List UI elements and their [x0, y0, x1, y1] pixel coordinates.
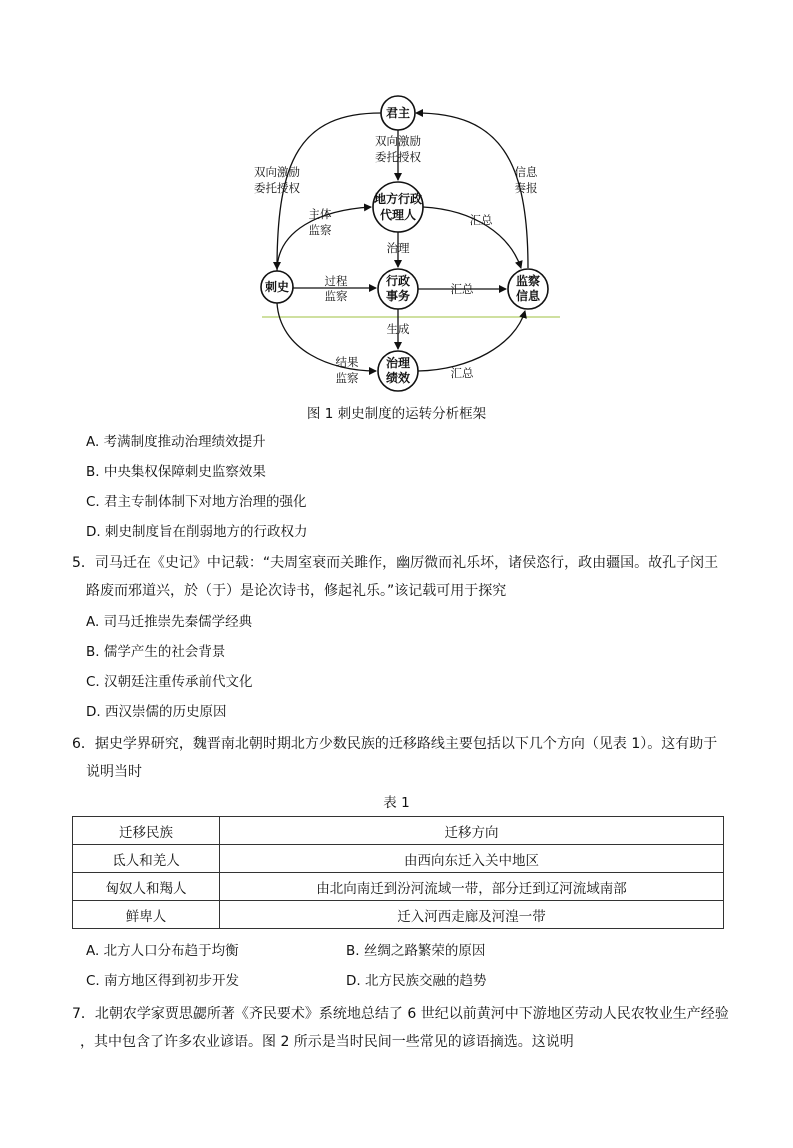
q4-option-a[interactable]: A. 考满制度推动治理绩效提升 — [86, 434, 266, 450]
q6-option-d[interactable]: D. 北方民族交融的趋势 — [346, 973, 487, 989]
q5-stem-line2: 路废而邪道兴，於（于）是论次诗书，修起礼乐。”该记载可用于探究 — [86, 583, 507, 599]
node-affairs — [378, 269, 418, 309]
node-local-agent — [373, 182, 423, 232]
svg-text:绩效: 绩效 — [385, 371, 411, 385]
table-cell: 由西向东迁入关中地区 — [220, 845, 724, 873]
table-row — [73, 901, 724, 929]
edge-performance-to-info — [418, 311, 525, 371]
q6-stem-line2: 说明当时 — [86, 764, 142, 780]
label-main-supervision: 主体 — [308, 207, 332, 221]
table-header-row — [73, 817, 724, 845]
q5-option-a[interactable]: A. 司马迁推崇先秦儒学经典 — [86, 614, 253, 630]
label-result-supervision: 结果 — [335, 355, 359, 369]
table-cell: 氐人和羌人 — [73, 845, 220, 873]
svg-text:信息: 信息 — [515, 289, 541, 303]
table-row — [73, 873, 724, 901]
svg-text:地方行政: 地方行政 — [373, 192, 423, 206]
q4-option-c[interactable]: C. 君主专制体制下对地方治理的强化 — [86, 494, 307, 510]
q6-option-a[interactable]: A. 北方人口分布趋于均衡 — [86, 943, 239, 959]
q5-stem-line1: 5．司马迁在《史记》中记载：“夫周室衰而关雎作，幽厉微而礼乐坏，诸侯恣行，政由疆国。故孔子闵王 — [72, 555, 719, 571]
table-row — [73, 845, 724, 873]
table-title: 表 1 — [383, 795, 410, 811]
q7-stem-line2: ，其中包含了许多农业谚语。图 2 所示是当时民间一些常见的谚语摘选。这说明 — [80, 1034, 574, 1050]
table-header: 迁移民族 — [73, 817, 220, 845]
edge-cishi-to-performance — [277, 303, 376, 371]
node-ruler — [381, 96, 415, 130]
q6-option-b[interactable]: B. 丝绸之路繁荣的原因 — [346, 943, 486, 959]
svg-text:监察: 监察 — [515, 274, 541, 288]
governance-diagram — [0, 0, 793, 400]
q5-option-b[interactable]: B. 儒学产生的社会背景 — [86, 644, 226, 660]
table-cell: 由北向南迁到汾河流域一带，部分迁到辽河流域南部 — [220, 873, 724, 901]
svg-text:刺史: 刺史 — [264, 280, 290, 294]
svg-text:代理人: 代理人 — [379, 208, 417, 222]
table-header: 迁移方向 — [220, 817, 724, 845]
q4-option-d[interactable]: D. 刺史制度旨在削弱地方的行政权力 — [86, 524, 308, 540]
label-process-supervision: 过程 — [324, 274, 348, 288]
label-summary-bottom: 汇总 — [450, 366, 474, 380]
svg-text:行政: 行政 — [385, 274, 411, 288]
node-cishi — [261, 271, 293, 303]
node-performance — [378, 351, 418, 391]
q5-option-d[interactable]: D. 西汉崇儒的历史原因 — [86, 704, 227, 720]
label-left-outer-2: 委托授权 — [254, 181, 300, 195]
edge-info-to-ruler — [416, 113, 528, 268]
svg-text:事务: 事务 — [385, 289, 411, 303]
table-cell: 迁入河西走廊及河湟一带 — [220, 901, 724, 929]
migration-table — [72, 816, 724, 929]
table-cell: 匈奴人和羯人 — [73, 873, 220, 901]
label-result-supervision-2: 监察 — [335, 371, 359, 385]
q7-stem-line1: 7．北朝农学家贾思勰所著《齐民要术》系统地总结了 6 世纪以前黄河中下游地区劳动人民农牧业生产经验 — [72, 1006, 729, 1022]
label-summary-top: 汇总 — [469, 213, 493, 227]
svg-text:君主: 君主 — [385, 106, 411, 120]
q5-option-c[interactable]: C. 汉朝廷注重传承前代文化 — [86, 674, 253, 690]
node-supervision-info — [508, 269, 548, 309]
q6-stem-line1: 6．据史学界研究，魏晋南北朝时期北方少数民族的迁移路线主要包括以下几个方向（见表 1）。这有助于 — [72, 736, 718, 752]
q6-option-c[interactable]: C. 南方地区得到初步开发 — [86, 973, 240, 989]
label-right-outer: 信息 — [514, 165, 538, 179]
figure-caption: 图 1 刺史制度的运转分析框架 — [306, 406, 487, 422]
q4-option-b[interactable]: B. 中央集权保障刺史监察效果 — [86, 464, 266, 480]
label-left-outer: 双向激励 — [254, 165, 300, 179]
label-top-center: 双向激励 — [375, 134, 421, 148]
label-process-supervision-2: 监察 — [324, 289, 348, 303]
label-govern: 治理 — [386, 241, 410, 255]
label-summary-mid: 汇总 — [450, 282, 474, 296]
label-generate: 生成 — [386, 322, 410, 336]
label-right-outer-2: 奏报 — [514, 181, 538, 195]
label-top-center-2: 委托授权 — [375, 150, 421, 164]
table-cell: 鲜卑人 — [73, 901, 220, 929]
label-main-supervision-2: 监察 — [308, 223, 332, 237]
svg-text:治理: 治理 — [385, 356, 411, 370]
